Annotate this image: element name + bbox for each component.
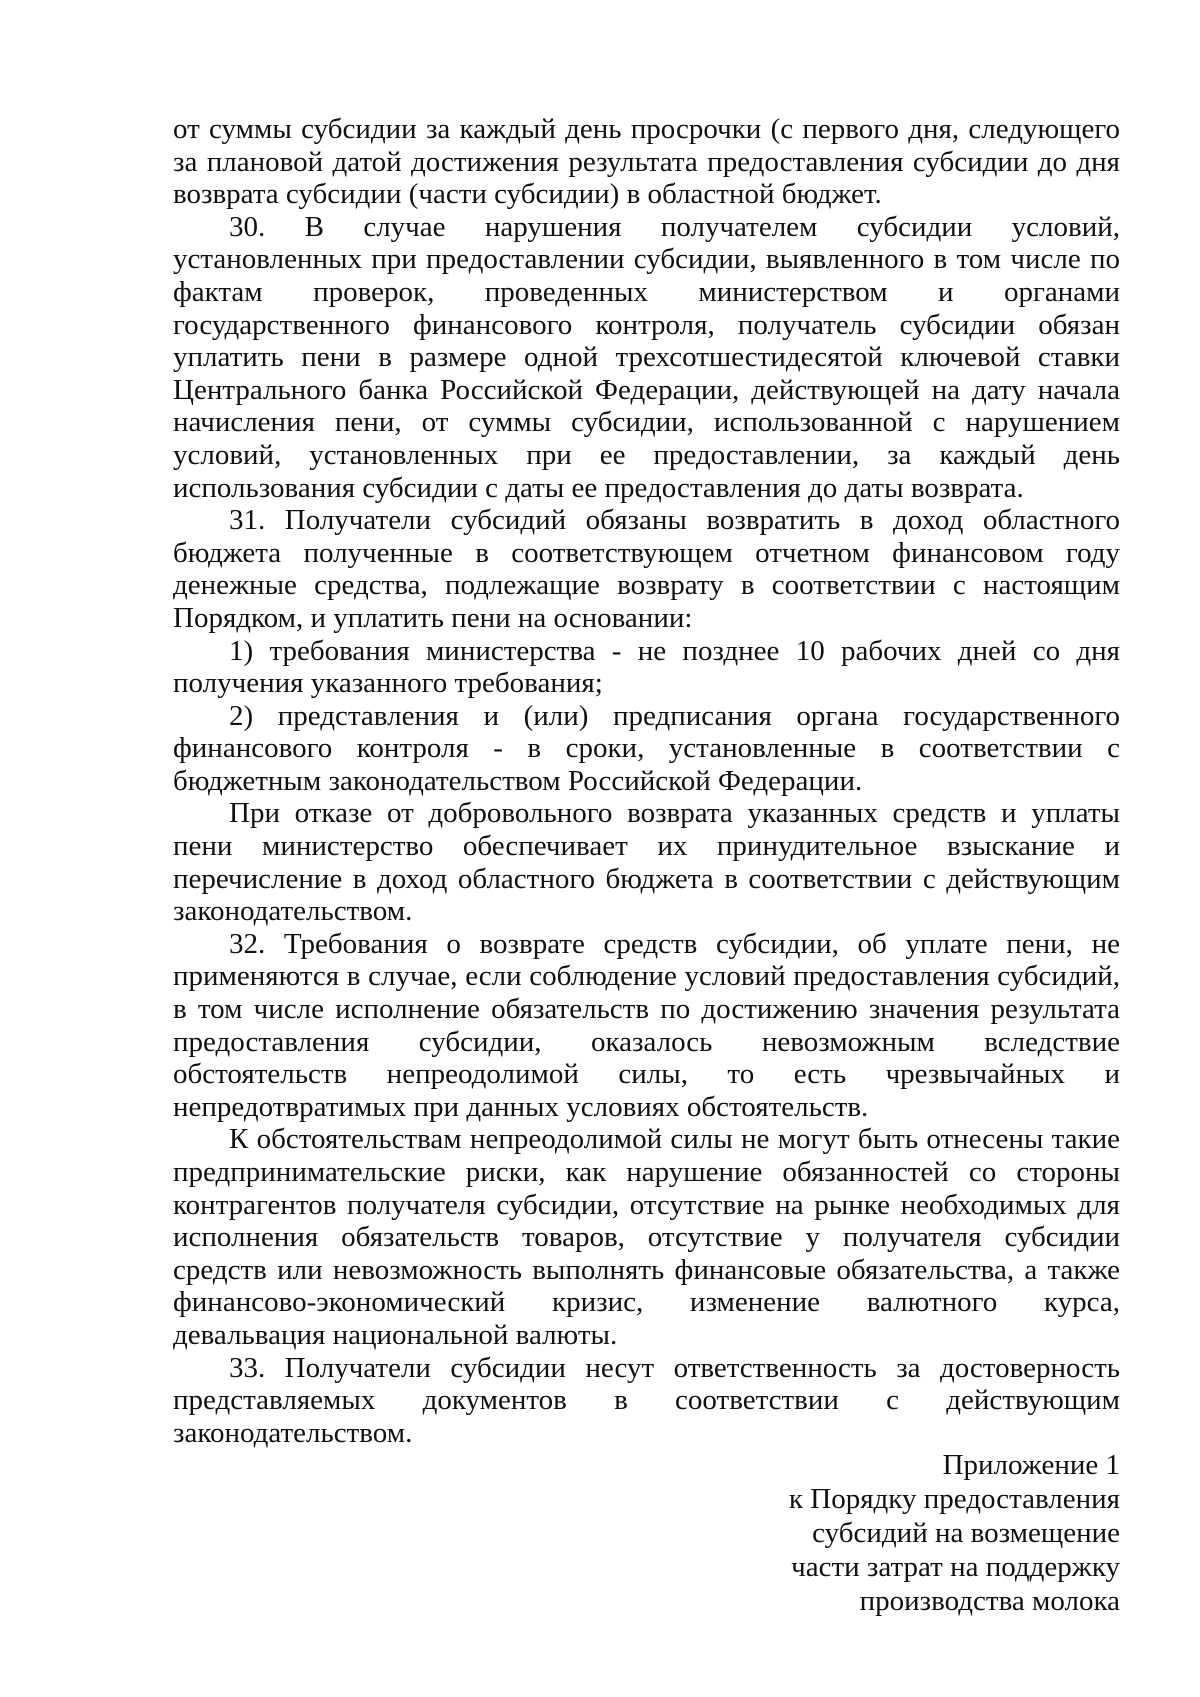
paragraph-refusal: При отказе от добровольного возврата указанных средств и уплаты пени министерство обеспечивает их принудительное взыскание и перечисление в доход областного бюджета в соответствии с действующим законодательством. bbox=[173, 797, 1120, 928]
appendix-line: части затрат на поддержку bbox=[791, 1551, 1120, 1583]
appendix-line: производства молока bbox=[859, 1585, 1120, 1617]
appendix-line: к Порядку предоставления bbox=[788, 1483, 1120, 1515]
paragraph-item-30: 30. В случае нарушения получателем субсидии условий, установленных при предоставлении субсидии, выявленного в том числе по фактам проверок, проведенных министерством и органами государственного финансового контроля, получатель субсидии обязан уплатить пени в размере одной трехсотшестидесятой ключевой ставки Центрального банка Российской Федерации, действующей на дату начала начисления пени, от суммы субсидии, использованной с нарушением условий, установленных при ее предоставлении, за каждый день использования субсидии с даты ее предоставления до даты возврата. bbox=[173, 210, 1120, 504]
appendix-caption bbox=[700, 1448, 1120, 1618]
paragraph-item-33: 33. Получатели субсидии несут ответственность за достоверность представляемых документов в соответствии с действующим законодательством. bbox=[173, 1351, 1120, 1449]
appendix-line: субсидий на возмещение bbox=[812, 1517, 1120, 1549]
paragraph-item-31: 31. Получатели субсидий обязаны возвратить в доход областного бюджета полученные в соответствующем отчетном финансовом году денежные средства, подлежащие возврату в соответствии с настоящим Порядком, и уплатить пени на основании: bbox=[173, 504, 1120, 634]
paragraph-continuation: от суммы субсидии за каждый день просрочки (с первого дня, следующего за плановой датой достижения результата предоставления субсидии до дня возврата субсидии (части субсидии) в областной бюджет. bbox=[173, 113, 1120, 211]
paragraph-item-31-2: 2) представления и (или) предписания органа государственного финансового контроля - в сроки, установленные в соответствии с бюджетным законодательством Российской Федерации. bbox=[173, 699, 1120, 797]
paragraph-item-31-1: 1) требования министерства - не позднее 10 рабочих дней со дня получения указанного требования; bbox=[173, 634, 1120, 700]
appendix-title: Приложение 1 bbox=[942, 1449, 1120, 1481]
paragraph-item-32: 32. Требования о возврате средств субсидии, об уплате пени, не применяются в случае, если соблюдение условий предоставления субсидий, в том числе исполнение обязательств по достижению значения результата предоставления субсидии, оказалось невозможным вследствие обстоятельств непреодолимой силы, то есть чрезвычайных и непредотвратимых при данных условиях обстоятельств. bbox=[173, 927, 1120, 1123]
document-body bbox=[173, 113, 1120, 1449]
paragraph-force-majeure: К обстоятельствам непреодолимой силы не могут быть отнесены такие предпринимательские риски, как нарушение обязанностей со стороны контрагентов получателя субсидии, отсутствие на рынке необходимых для исполнения обязательств товаров, отсутствие у получателя субсидии средств или невозможность выполнять финансовые обязательства, а также финансово-экономический кризис, изменение валютного курса, девальвация национальной валюты. bbox=[173, 1123, 1120, 1351]
